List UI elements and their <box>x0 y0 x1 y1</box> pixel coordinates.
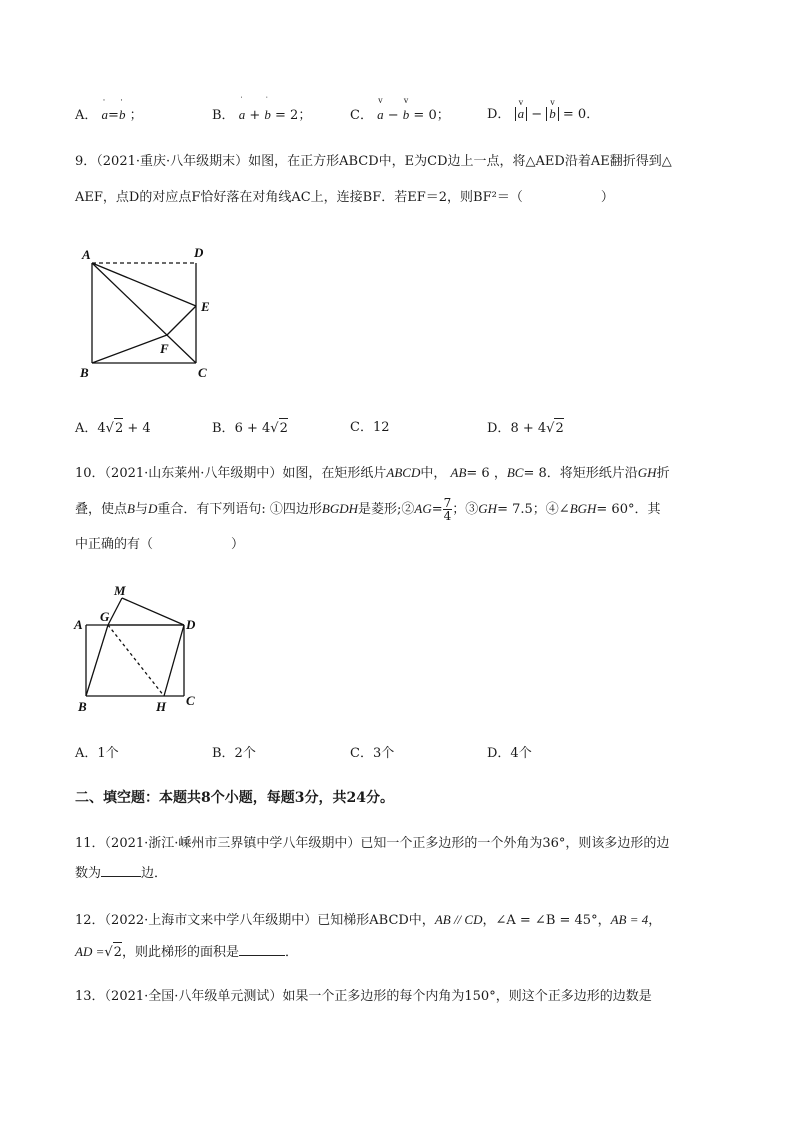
option-letter: D． <box>487 107 511 122</box>
q8-option-d <box>487 97 600 125</box>
q8-option-c <box>350 95 450 126</box>
label-e: E <box>201 299 210 314</box>
segment-ae <box>92 263 196 306</box>
math: AB <box>450 465 467 480</box>
vector-mark: ˈ <box>265 95 269 105</box>
numerator: 7 <box>443 496 452 510</box>
option-letter: B． <box>212 108 235 123</box>
label-h: H <box>156 699 167 714</box>
vector-b <box>402 95 410 125</box>
option-letter: D． <box>487 421 511 436</box>
text: 边． <box>141 866 168 881</box>
label-g: G <box>100 609 110 624</box>
math: AB // CD <box>434 912 483 927</box>
fraction <box>443 497 453 522</box>
math: BGH <box>569 501 597 516</box>
q11-line1: 11．（2021·浙江·嵊州市三界镇中学八年级期中）已知一个正多边形的一个外角为36°，则该多边形的边 <box>75 836 670 851</box>
text: 中， <box>420 466 447 481</box>
addend: + 4 <box>127 421 151 436</box>
text: 数为 <box>75 866 102 881</box>
q8-option-b <box>212 95 312 126</box>
value: = 7.5 <box>497 502 533 517</box>
text: ；④∠ <box>532 502 570 517</box>
punct: ； <box>298 108 312 123</box>
option-value: 12 <box>372 420 390 435</box>
operator: + <box>249 108 261 123</box>
answer-blank[interactable] <box>239 943 285 956</box>
vector-a <box>238 95 246 125</box>
label-d: D <box>186 617 196 632</box>
vector-letter: a <box>517 106 525 121</box>
option-letter: A． <box>75 421 98 436</box>
segment-ef <box>167 306 196 335</box>
abs-b <box>546 97 559 121</box>
q9-option-c <box>350 418 390 438</box>
vector-a <box>101 95 109 125</box>
q9-line1: 9．（2021·重庆·八年级期末）如图，在正方形ABCD中，E为CD边上一点，将△AED沿着AE翻折得到△ <box>75 154 672 169</box>
label-a: A <box>74 617 83 632</box>
radicand: 2 <box>279 418 288 439</box>
equation-tail: = 2 <box>275 108 299 123</box>
q13-line1: 13．（2021·全国·八年级单元测试）如果一个正多边形的每个内角为150°，则这个正多边形的边数是 <box>75 989 652 1004</box>
q10-option-a: A．1个 <box>75 746 119 761</box>
segment-gh-dashed <box>108 625 164 696</box>
punct: ． <box>586 107 600 122</box>
vector-letter: b <box>549 106 556 121</box>
label-f: F <box>160 341 169 356</box>
segment-md <box>122 598 184 625</box>
vector-mark: v <box>403 95 409 105</box>
punct: ． <box>284 945 298 960</box>
operator: − <box>531 107 543 122</box>
vector-letter: a <box>377 107 384 122</box>
radicand: 2 <box>554 418 563 439</box>
label-d: D <box>194 245 204 260</box>
vector-a <box>377 95 384 125</box>
q8-option-a <box>75 95 143 126</box>
radicand: 2 <box>113 942 122 963</box>
operator: = <box>431 502 443 517</box>
value: = 6 <box>466 466 490 481</box>
math: AG <box>414 501 432 516</box>
math: BC <box>506 465 524 480</box>
q9-option-b: B．6 + 4√2 <box>212 418 288 439</box>
text: ；③ <box>452 502 479 517</box>
equation-tail: = 0 <box>562 107 587 122</box>
q12-line2: AD =√2，则此梯形的面积是 ． <box>75 942 298 963</box>
vector-mark: ˈ <box>239 95 243 105</box>
value: = 60° <box>596 502 635 517</box>
math: GH <box>478 501 498 516</box>
vector-mark: v <box>550 97 555 107</box>
label-b: B <box>80 365 89 380</box>
math: AB = 4 <box>610 912 649 927</box>
q10-line1: 10．（2021·山东莱州·八年级期中）如图，在矩形纸片ABCD中， AB= 6 ，BC= 8．将矩形纸片沿GH折 <box>75 465 670 481</box>
operator: − <box>387 108 399 123</box>
text: 折 <box>656 466 670 481</box>
punct: ， <box>648 913 662 928</box>
vector-letter: a <box>101 107 109 122</box>
option-letter: C． <box>350 420 373 435</box>
q10-figure-folded-rectangle <box>72 583 202 715</box>
vector-mark: v <box>378 95 383 105</box>
label-m: M <box>114 583 126 598</box>
text: ．其 <box>634 502 661 517</box>
segment-ac <box>92 263 196 363</box>
vector-letter: a <box>238 107 246 122</box>
option-letter: C． <box>350 108 373 123</box>
q9-figure-square-abcd <box>78 243 218 381</box>
vector-b <box>264 95 271 125</box>
section-heading: 二、填空题：本题共8个小题，每题3分，共24分。 <box>75 790 394 806</box>
text: 叠，使点 <box>75 502 128 517</box>
q10-option-b: B．2个 <box>212 746 256 761</box>
q10-line2 <box>75 497 661 522</box>
label-c: C <box>198 365 207 380</box>
math: ABCD <box>386 465 421 480</box>
option-letter: B． <box>212 421 235 436</box>
vector-mark: v <box>518 97 524 107</box>
segment-bg <box>86 625 108 696</box>
segment-bf <box>92 335 167 363</box>
math: D <box>147 501 158 516</box>
math: ，∠A = ∠B = 45°， <box>482 913 611 928</box>
segment-dh <box>164 625 184 696</box>
q12-line1 <box>75 910 661 931</box>
punct: ； <box>129 108 143 123</box>
vector-letter: b <box>264 107 271 122</box>
vector-letter: b <box>118 107 126 122</box>
q9-option-d: D．8 + 4√2 <box>487 418 564 439</box>
label-b: B <box>78 699 87 714</box>
text: 是菱形;② <box>358 502 415 517</box>
math: B <box>127 501 135 516</box>
coefficient: 6 + 4 <box>234 421 271 436</box>
math: BGDH <box>321 501 358 516</box>
q10-line3: 中正确的有（ ） <box>75 537 245 552</box>
radicand: 2 <box>114 418 123 439</box>
value: = 8 <box>523 466 547 481</box>
coefficient: 4 <box>97 421 106 436</box>
text: 与 <box>134 502 148 517</box>
vector-b <box>118 95 126 125</box>
segment-gm <box>108 598 122 625</box>
denominator: 4 <box>443 509 452 523</box>
vector-mark: · <box>119 95 123 105</box>
option-letter: A． <box>75 108 98 123</box>
q9-option-a: A．4√2 + 4 <box>75 418 151 439</box>
q10-option-d: D．4个 <box>487 746 532 761</box>
operator: = <box>108 108 119 123</box>
math: GH <box>637 465 657 480</box>
text: 重合．有下列语句: ①四边形 <box>157 502 322 517</box>
coefficient: 8 + 4 <box>510 421 547 436</box>
label-c: C <box>186 693 195 708</box>
label-a: A <box>82 247 91 262</box>
math: AD = <box>75 944 105 959</box>
abs-a <box>515 97 528 121</box>
vector-mark: · <box>102 95 106 105</box>
text: 10．（2021·山东莱州·八年级期中）如图，在矩形纸片 <box>75 466 387 481</box>
text: 12．（2022·上海市文来中学八年级期中）已知梯形ABCD中， <box>75 913 435 928</box>
vector-letter: b <box>402 107 410 122</box>
text: ，则此梯形的面积是 <box>121 945 239 960</box>
text: ．将矩形纸片沿 <box>546 466 638 481</box>
equation-tail: = 0 <box>413 108 437 123</box>
q10-option-c: C．3个 <box>350 746 395 761</box>
q9-line2: AEF，点D的对应点F恰好落在对角线AC上，连接BF．若EF＝2，则BF²＝（ ） <box>75 190 614 205</box>
answer-blank[interactable] <box>101 864 141 877</box>
punct: ； <box>436 108 450 123</box>
q11-line2 <box>75 864 167 884</box>
